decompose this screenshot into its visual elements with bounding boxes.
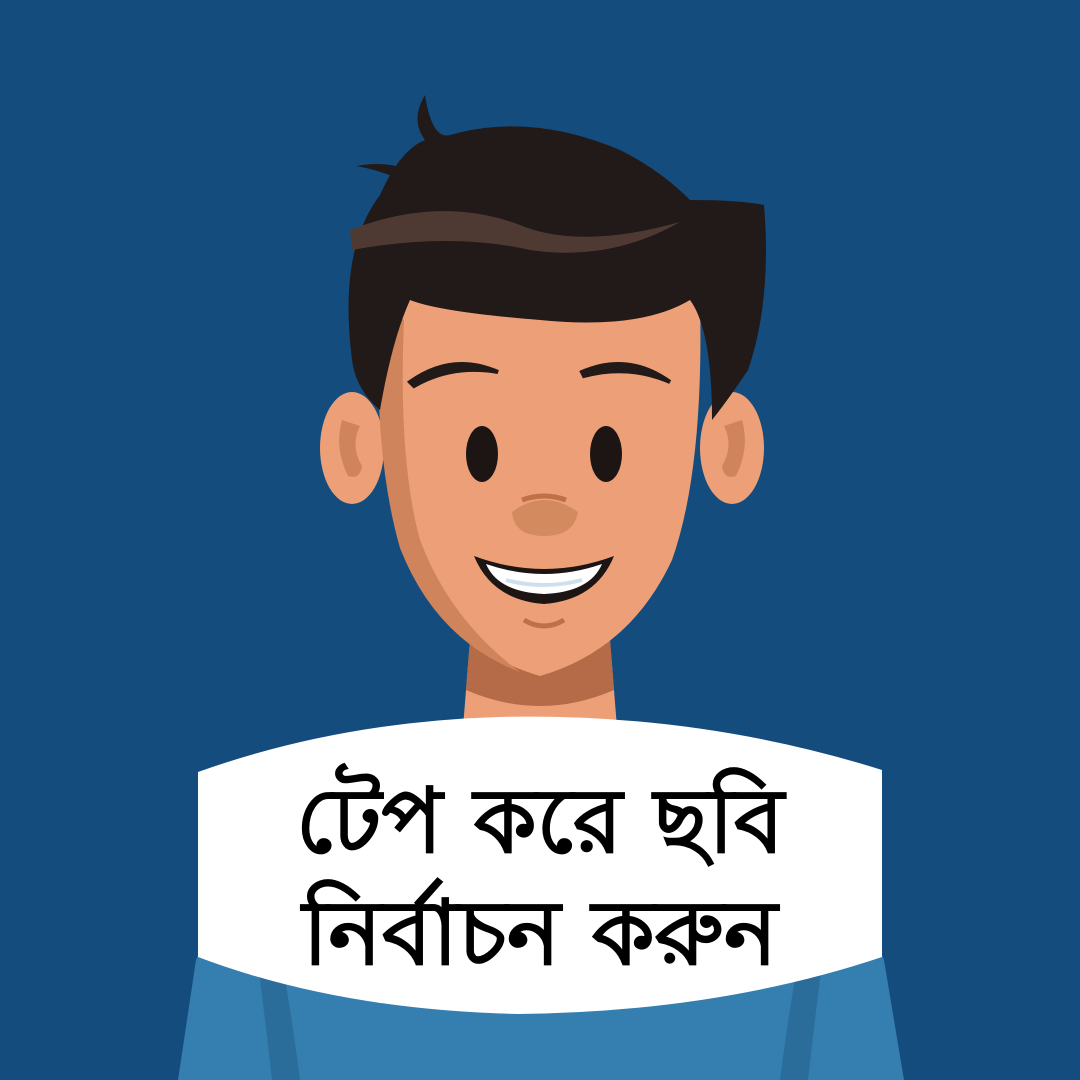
prompt-text (198, 766, 882, 990)
avatar-left-eye (466, 426, 498, 482)
prompt-line-2: নির্বাচন করুন (302, 881, 778, 986)
avatar-face (380, 270, 701, 676)
avatar-right-eye (590, 426, 622, 482)
avatar-right-ear (700, 392, 764, 504)
avatar-left-ear (320, 392, 384, 504)
tap-to-select-photo-banner[interactable] (198, 712, 882, 1018)
prompt-line-1: টেপ করে ছবি (295, 769, 785, 874)
